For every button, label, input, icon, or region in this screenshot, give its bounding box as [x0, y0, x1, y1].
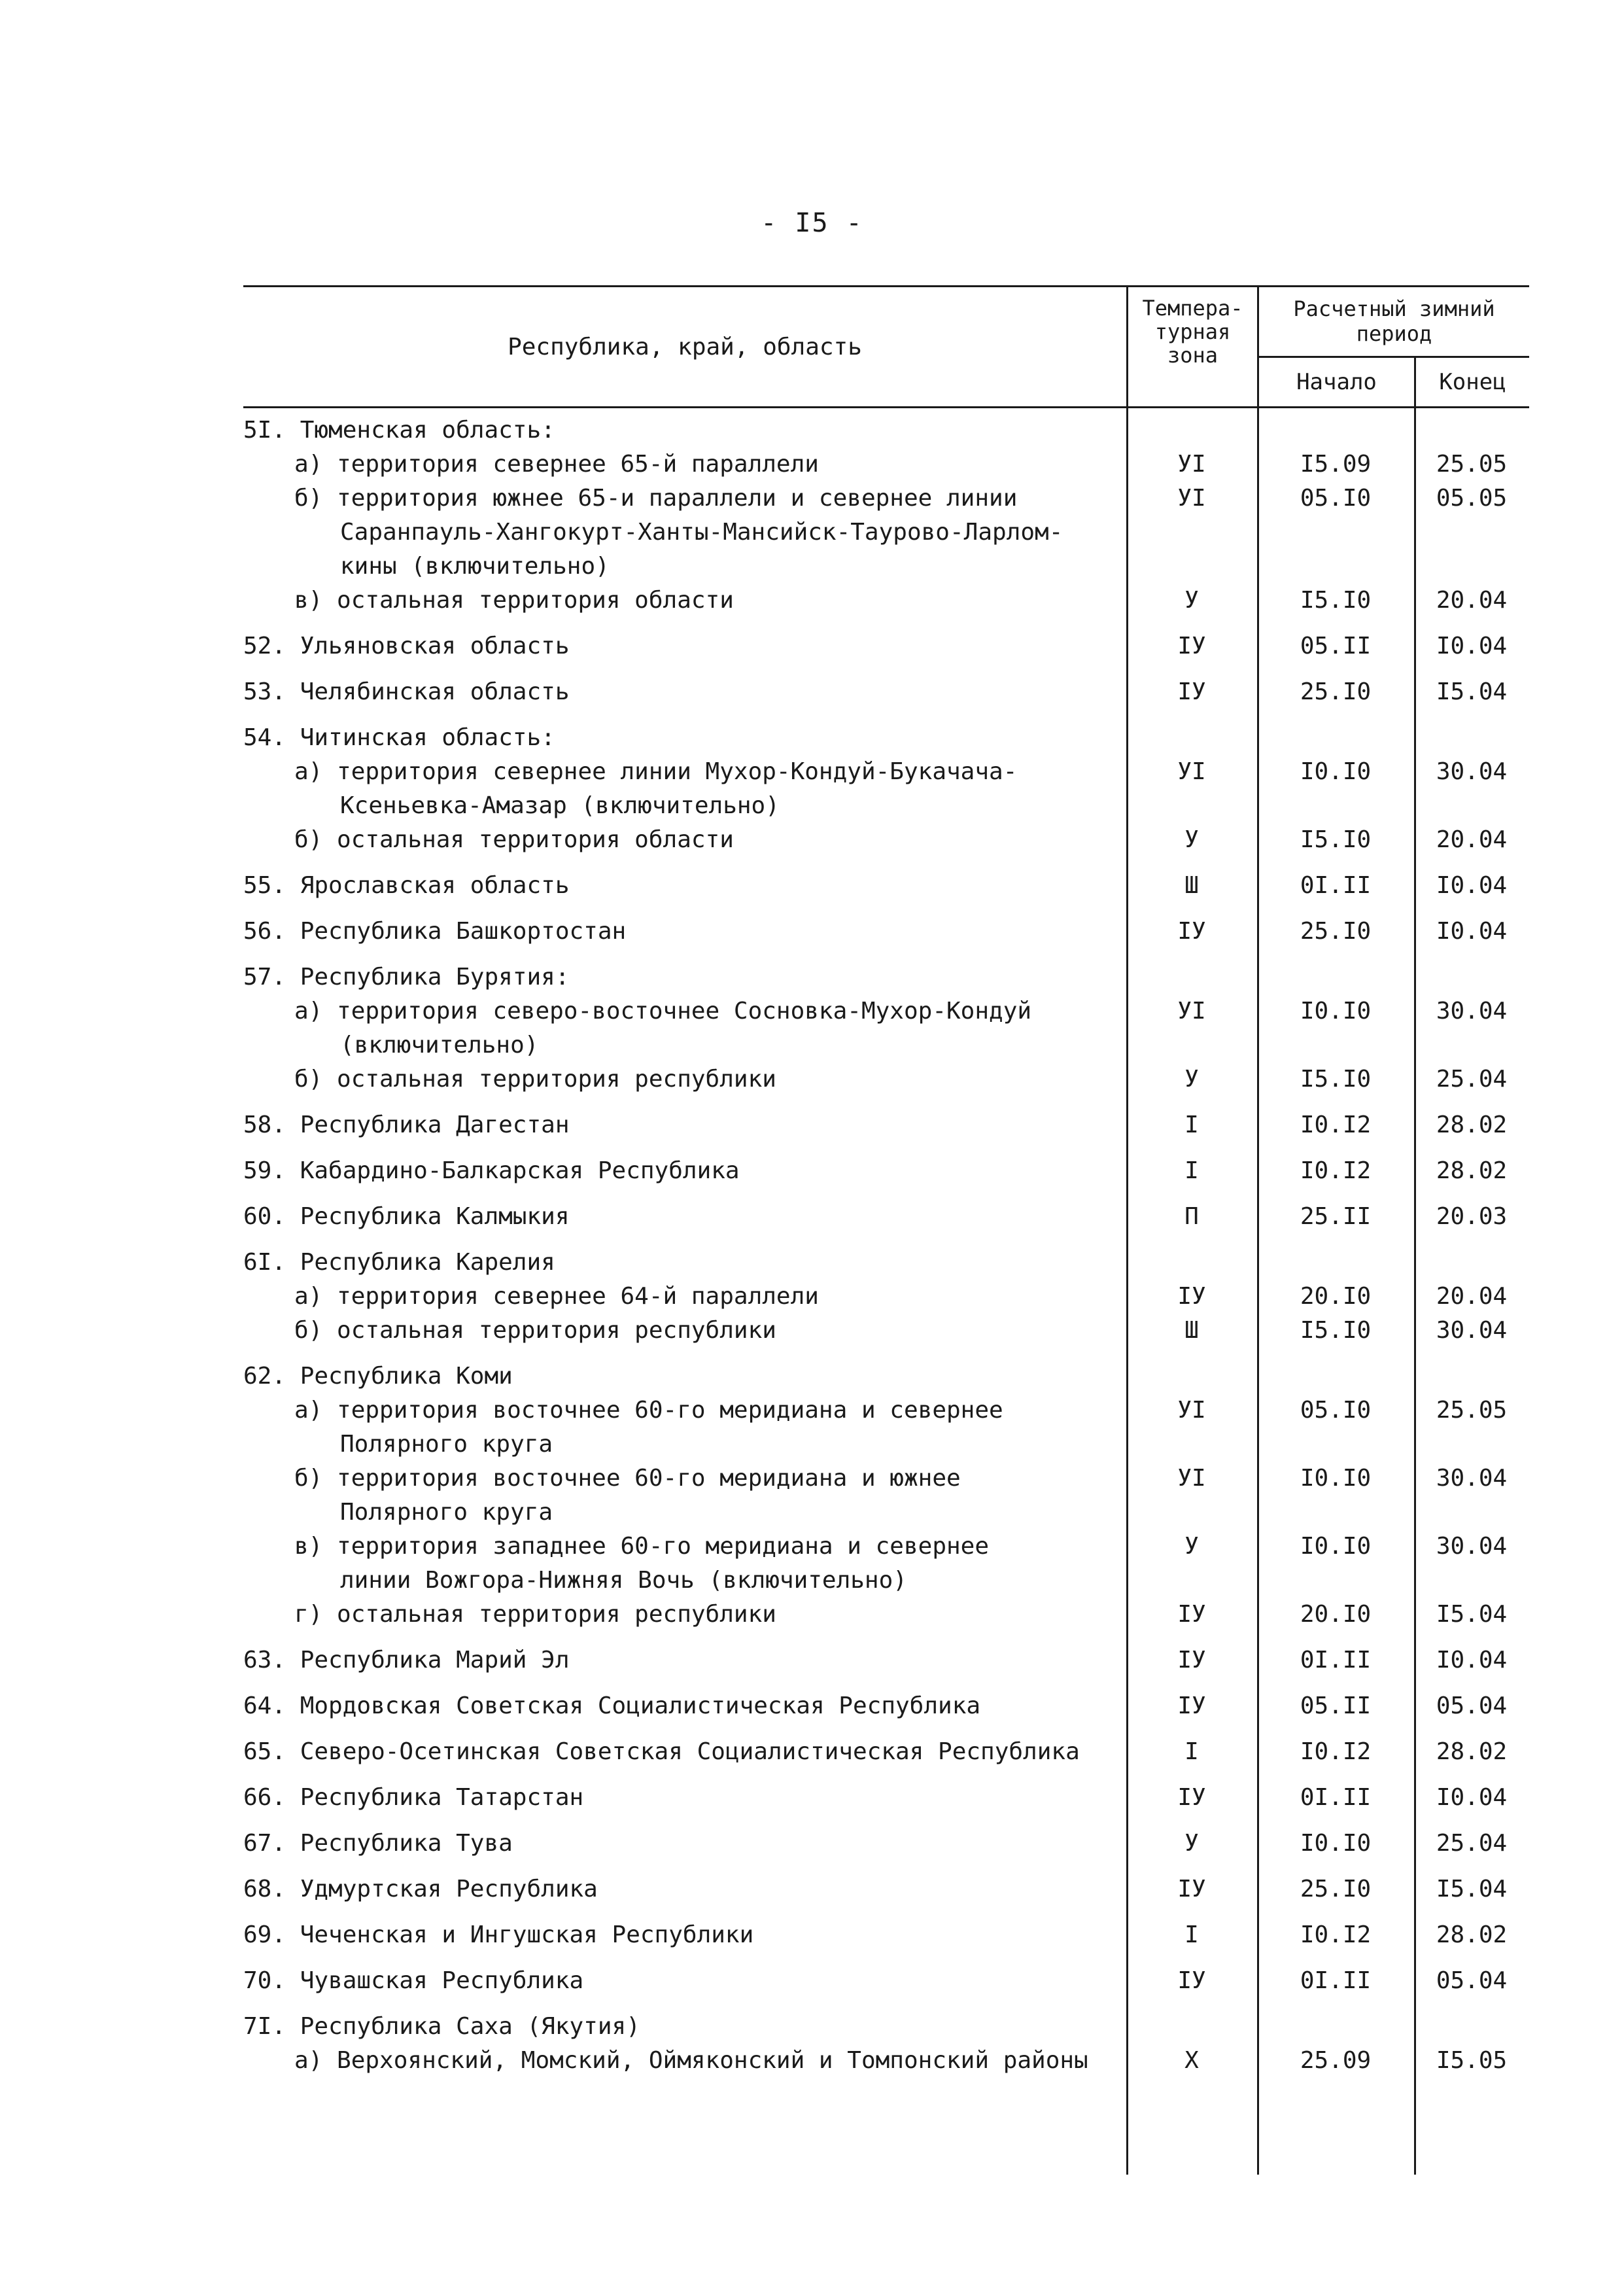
- row-label: а) территория севернее 65-й параллели: [294, 451, 819, 478]
- row-end: 20.03: [1436, 1203, 1508, 1230]
- row-start: I5.09: [1300, 451, 1372, 478]
- row-end: 25.04: [1436, 1830, 1508, 1857]
- row-start: I5.I0: [1300, 1317, 1372, 1344]
- table-header: [243, 285, 1529, 408]
- row-label: (включительно): [340, 1032, 539, 1059]
- header-period: [1257, 287, 1529, 358]
- row-end: I5.04: [1436, 678, 1508, 705]
- row-zone: У: [1184, 1830, 1199, 1857]
- row-start: 05.II: [1300, 633, 1372, 659]
- row-start: I0.I0: [1300, 1830, 1372, 1857]
- row-start: I0.I2: [1300, 1157, 1372, 1184]
- row-start: 0I.II: [1300, 1647, 1372, 1673]
- row-label: в) остальная территория области: [294, 587, 734, 614]
- row-start: 05.I0: [1300, 485, 1372, 512]
- row-label: а) территория севернее линии Мухор-Кондуй-Букачача-: [294, 758, 1018, 785]
- row-start: I5.I0: [1300, 587, 1372, 614]
- row-label: б) остальная территория области: [294, 826, 734, 853]
- row-label: в) территория западнее 60-го меридиана и севернее: [294, 1533, 990, 1560]
- row-zone: IУ: [1177, 1647, 1206, 1673]
- row-label: 58. Республика Дагестан: [243, 1112, 570, 1138]
- row-label: 64. Мордовская Советская Социалистическая Республика: [243, 1692, 981, 1719]
- row-end: 05.04: [1436, 1967, 1508, 1994]
- row-zone: IУ: [1177, 633, 1206, 659]
- row-label: а) территория восточнее 60-го меридиана и севернее: [294, 1397, 1003, 1424]
- row-start: I0.I0: [1300, 758, 1372, 785]
- row-zone: IУ: [1177, 1601, 1206, 1628]
- row-label: 66. Республика Татарстан: [243, 1784, 584, 1811]
- row-label: а) Верхоянский, Момский, Оймяконский и Томпонский районы: [294, 2047, 1088, 2074]
- row-label: 54. Читинская область:: [243, 724, 555, 751]
- row-label: б) остальная территория республики: [294, 1317, 776, 1344]
- row-zone: У: [1184, 587, 1199, 614]
- row-start: 25.09: [1300, 2047, 1372, 2074]
- row-label: б) территория южнее 65-и параллели и севернее линии: [294, 485, 1018, 512]
- row-start: 20.I0: [1300, 1601, 1372, 1628]
- row-label: б) остальная территория республики: [294, 1066, 776, 1093]
- table-body: [243, 408, 1529, 2175]
- header-end: Конец: [1414, 358, 1529, 406]
- row-label: 68. Удмуртская Республика: [243, 1876, 598, 1902]
- row-label: 6I. Республика Карелия: [243, 1249, 555, 1276]
- row-label: а) территория северо-восточнее Сосновка-Мухор-Кондуй: [294, 998, 1032, 1025]
- row-zone: Ш: [1184, 1317, 1199, 1344]
- header-period-line: Расчетный зимний: [1293, 296, 1495, 321]
- row-end: 20.04: [1436, 826, 1508, 853]
- row-label: а) территория севернее 64-й параллели: [294, 1283, 819, 1310]
- row-label: 57. Республика Бурятия:: [243, 964, 570, 990]
- row-label: Полярного круга: [340, 1431, 553, 1458]
- header-zone-line: Темпера-: [1142, 296, 1243, 321]
- row-start: I0.I0: [1300, 998, 1372, 1025]
- row-zone: УI: [1177, 451, 1206, 478]
- row-zone: П: [1184, 1203, 1199, 1230]
- row-end: I0.04: [1436, 633, 1508, 659]
- row-end: 20.04: [1436, 587, 1508, 614]
- row-end: 30.04: [1436, 998, 1508, 1025]
- row-start: 25.II: [1300, 1203, 1372, 1230]
- row-label: 62. Республика Коми: [243, 1363, 513, 1390]
- row-end: 05.04: [1436, 1692, 1508, 1719]
- row-label: Полярного круга: [340, 1499, 553, 1526]
- row-end: I5.04: [1436, 1601, 1508, 1628]
- row-end: 28.02: [1436, 1157, 1508, 1184]
- row-zone: IУ: [1177, 1283, 1206, 1310]
- row-start: I0.I0: [1300, 1533, 1372, 1560]
- row-start: 25.I0: [1300, 918, 1372, 945]
- row-end: 25.04: [1436, 1066, 1508, 1093]
- row-zone: У: [1184, 1066, 1199, 1093]
- row-end: 28.02: [1436, 1738, 1508, 1765]
- row-end: 25.05: [1436, 451, 1508, 478]
- row-zone: I: [1184, 1738, 1199, 1765]
- row-label: 53. Челябинская область: [243, 678, 570, 705]
- header-zone-line: зона: [1167, 343, 1218, 368]
- row-zone: Ш: [1184, 872, 1199, 899]
- row-label: б) территория восточнее 60-го меридиана и южнее: [294, 1465, 961, 1492]
- header-period-line: период: [1356, 321, 1432, 346]
- row-zone: УI: [1177, 1465, 1206, 1492]
- row-end: I5.05: [1436, 2047, 1508, 2074]
- row-start: I0.I0: [1300, 1465, 1372, 1492]
- row-zone: X: [1184, 2047, 1199, 2074]
- row-end: 30.04: [1436, 1533, 1508, 1560]
- row-end: 30.04: [1436, 1317, 1508, 1344]
- row-zone: У: [1184, 826, 1199, 853]
- row-start: 20.I0: [1300, 1283, 1372, 1310]
- header-zone: [1126, 287, 1257, 406]
- row-end: I0.04: [1436, 918, 1508, 945]
- row-label: 56. Республика Башкортостан: [243, 918, 627, 945]
- row-end: I5.04: [1436, 1876, 1508, 1902]
- row-label: 67. Республика Тува: [243, 1830, 513, 1857]
- row-zone: IУ: [1177, 678, 1206, 705]
- row-end: 05.05: [1436, 485, 1508, 512]
- row-start: I0.I2: [1300, 1738, 1372, 1765]
- row-zone: I: [1184, 1112, 1199, 1138]
- winter-period-table: [243, 285, 1529, 2175]
- row-zone: IУ: [1177, 1692, 1206, 1719]
- row-zone: IУ: [1177, 1876, 1206, 1902]
- row-zone: УI: [1177, 998, 1206, 1025]
- header-start: Начало: [1257, 358, 1414, 406]
- row-label: 65. Северо-Осетинская Советская Социалистическая Республика: [243, 1738, 1080, 1765]
- header-zone-line: турная: [1154, 319, 1231, 344]
- row-start: I5.I0: [1300, 826, 1372, 853]
- row-end: 30.04: [1436, 1465, 1508, 1492]
- row-label: 60. Республика Калмыкия: [243, 1203, 570, 1230]
- row-zone: УI: [1177, 758, 1206, 785]
- row-label: 52. Ульяновская область: [243, 633, 570, 659]
- row-zone: IУ: [1177, 918, 1206, 945]
- row-end: 25.05: [1436, 1397, 1508, 1424]
- row-label: кины (включительно): [340, 553, 610, 580]
- row-end: I0.04: [1436, 1784, 1508, 1811]
- row-label: линии Вожгора-Нижняя Вочь (включительно): [340, 1567, 907, 1594]
- row-start: 0I.II: [1300, 1784, 1372, 1811]
- row-label: г) остальная территория республики: [294, 1601, 776, 1628]
- row-zone: I: [1184, 1921, 1199, 1948]
- row-end: I0.04: [1436, 1647, 1508, 1673]
- row-label: 70. Чувашская Республика: [243, 1967, 584, 1994]
- row-zone: I: [1184, 1157, 1199, 1184]
- row-label: 7I. Республика Саха (Якутия): [243, 2013, 640, 2040]
- row-start: 25.I0: [1300, 1876, 1372, 1902]
- row-end: 30.04: [1436, 758, 1508, 785]
- row-zone: УI: [1177, 1397, 1206, 1424]
- row-start: 05.I0: [1300, 1397, 1372, 1424]
- row-start: I5.I0: [1300, 1066, 1372, 1093]
- row-start: I0.I2: [1300, 1112, 1372, 1138]
- row-label: Саранпауль-Хангокурт-Ханты-Мансийск-Таурово-Ларлом-: [340, 519, 1063, 546]
- row-label: 63. Республика Марий Эл: [243, 1647, 570, 1673]
- row-label: 59. Кабардино-Балкарская Республика: [243, 1157, 740, 1184]
- row-label: 69. Чеченская и Ингушская Республики: [243, 1921, 754, 1948]
- row-zone: IУ: [1177, 1967, 1206, 1994]
- row-end: 20.04: [1436, 1283, 1508, 1310]
- header-region: Республика, край, область: [508, 333, 862, 360]
- row-label: 55. Ярославская область: [243, 872, 570, 899]
- row-end: I0.04: [1436, 872, 1508, 899]
- row-start: 05.II: [1300, 1692, 1372, 1719]
- row-start: 0I.II: [1300, 872, 1372, 899]
- row-start: 25.I0: [1300, 678, 1372, 705]
- row-zone: У: [1184, 1533, 1199, 1560]
- row-end: 28.02: [1436, 1112, 1508, 1138]
- row-start: 0I.II: [1300, 1967, 1372, 1994]
- row-start: I0.I2: [1300, 1921, 1372, 1948]
- row-label: 5I. Тюменская область:: [243, 417, 555, 444]
- row-end: 28.02: [1436, 1921, 1508, 1948]
- row-zone: IУ: [1177, 1784, 1206, 1811]
- page-number: - I5 -: [761, 208, 863, 238]
- row-zone: УI: [1177, 485, 1206, 512]
- row-label: Ксеньевка-Амазар (включительно): [340, 792, 780, 819]
